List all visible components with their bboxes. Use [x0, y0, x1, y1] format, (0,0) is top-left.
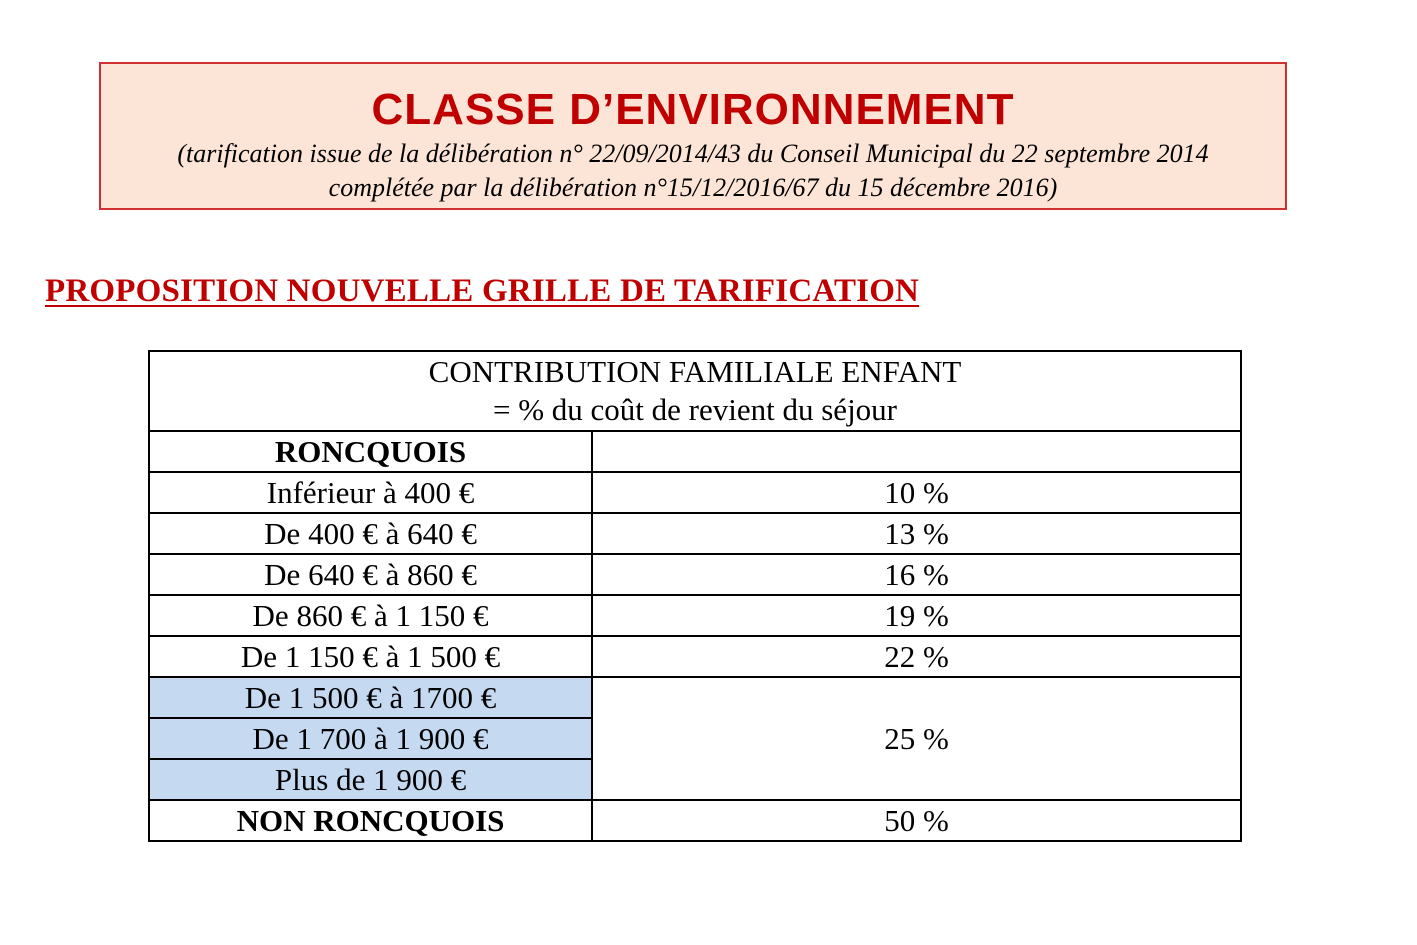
tarification-table [148, 350, 1242, 842]
table-row [149, 554, 1241, 595]
document-subtitle-line-1: (tarification issue de la délibération n° 22/09/2014/43 du Conseil Municipal du 22 septembre 2014 [177, 139, 1209, 168]
table-header-cell [149, 351, 1241, 431]
table-row-group-non-roncquois [149, 800, 1241, 841]
income-range-cell: Inférieur à 400 € [149, 472, 592, 513]
rate-cell: 19 % [592, 595, 1241, 636]
income-range-cell: De 400 € à 640 € [149, 513, 592, 554]
table-row [149, 595, 1241, 636]
rate-cell: 22 % [592, 636, 1241, 677]
income-range-cell-highlighted: De 1 500 € à 1700 € [149, 677, 592, 718]
rate-cell: 13 % [592, 513, 1241, 554]
table-row-highlighted [149, 677, 1241, 718]
group-label-roncquois: RONCQUOIS [149, 431, 592, 472]
table-header-line-2: = % du coût de revient du séjour [492, 392, 897, 427]
rate-cell: 10 % [592, 472, 1241, 513]
table-row [149, 513, 1241, 554]
group-rate-empty [592, 431, 1241, 472]
table-header-row [149, 351, 1241, 431]
income-range-cell: De 1 150 € à 1 500 € [149, 636, 592, 677]
income-range-cell-highlighted: Plus de 1 900 € [149, 759, 592, 800]
merged-rate-cell: 25 % [592, 677, 1241, 800]
income-range-cell-highlighted: De 1 700 à 1 900 € [149, 718, 592, 759]
table-row [149, 636, 1241, 677]
table-header-line-1: CONTRIBUTION FAMILIALE ENFANT [428, 354, 962, 389]
table-row-group-roncquois [149, 431, 1241, 472]
section-title: PROPOSITION NOUVELLE GRILLE DE TARIFICATION [45, 273, 920, 309]
rate-cell: 16 % [592, 554, 1241, 595]
group-label-non-roncquois: NON RONCQUOIS [149, 800, 592, 841]
group-rate-non-roncquois: 50 % [592, 800, 1241, 841]
income-range-cell: De 640 € à 860 € [149, 554, 592, 595]
document-title: CLASSE D’ENVIRONNEMENT [371, 85, 1015, 134]
header-box [99, 62, 1287, 210]
document-subtitle-line-2: complétée par la délibération n°15/12/2016/67 du 15 décembre 2016) [328, 173, 1058, 202]
income-range-cell: De 860 € à 1 150 € [149, 595, 592, 636]
table-row [149, 472, 1241, 513]
